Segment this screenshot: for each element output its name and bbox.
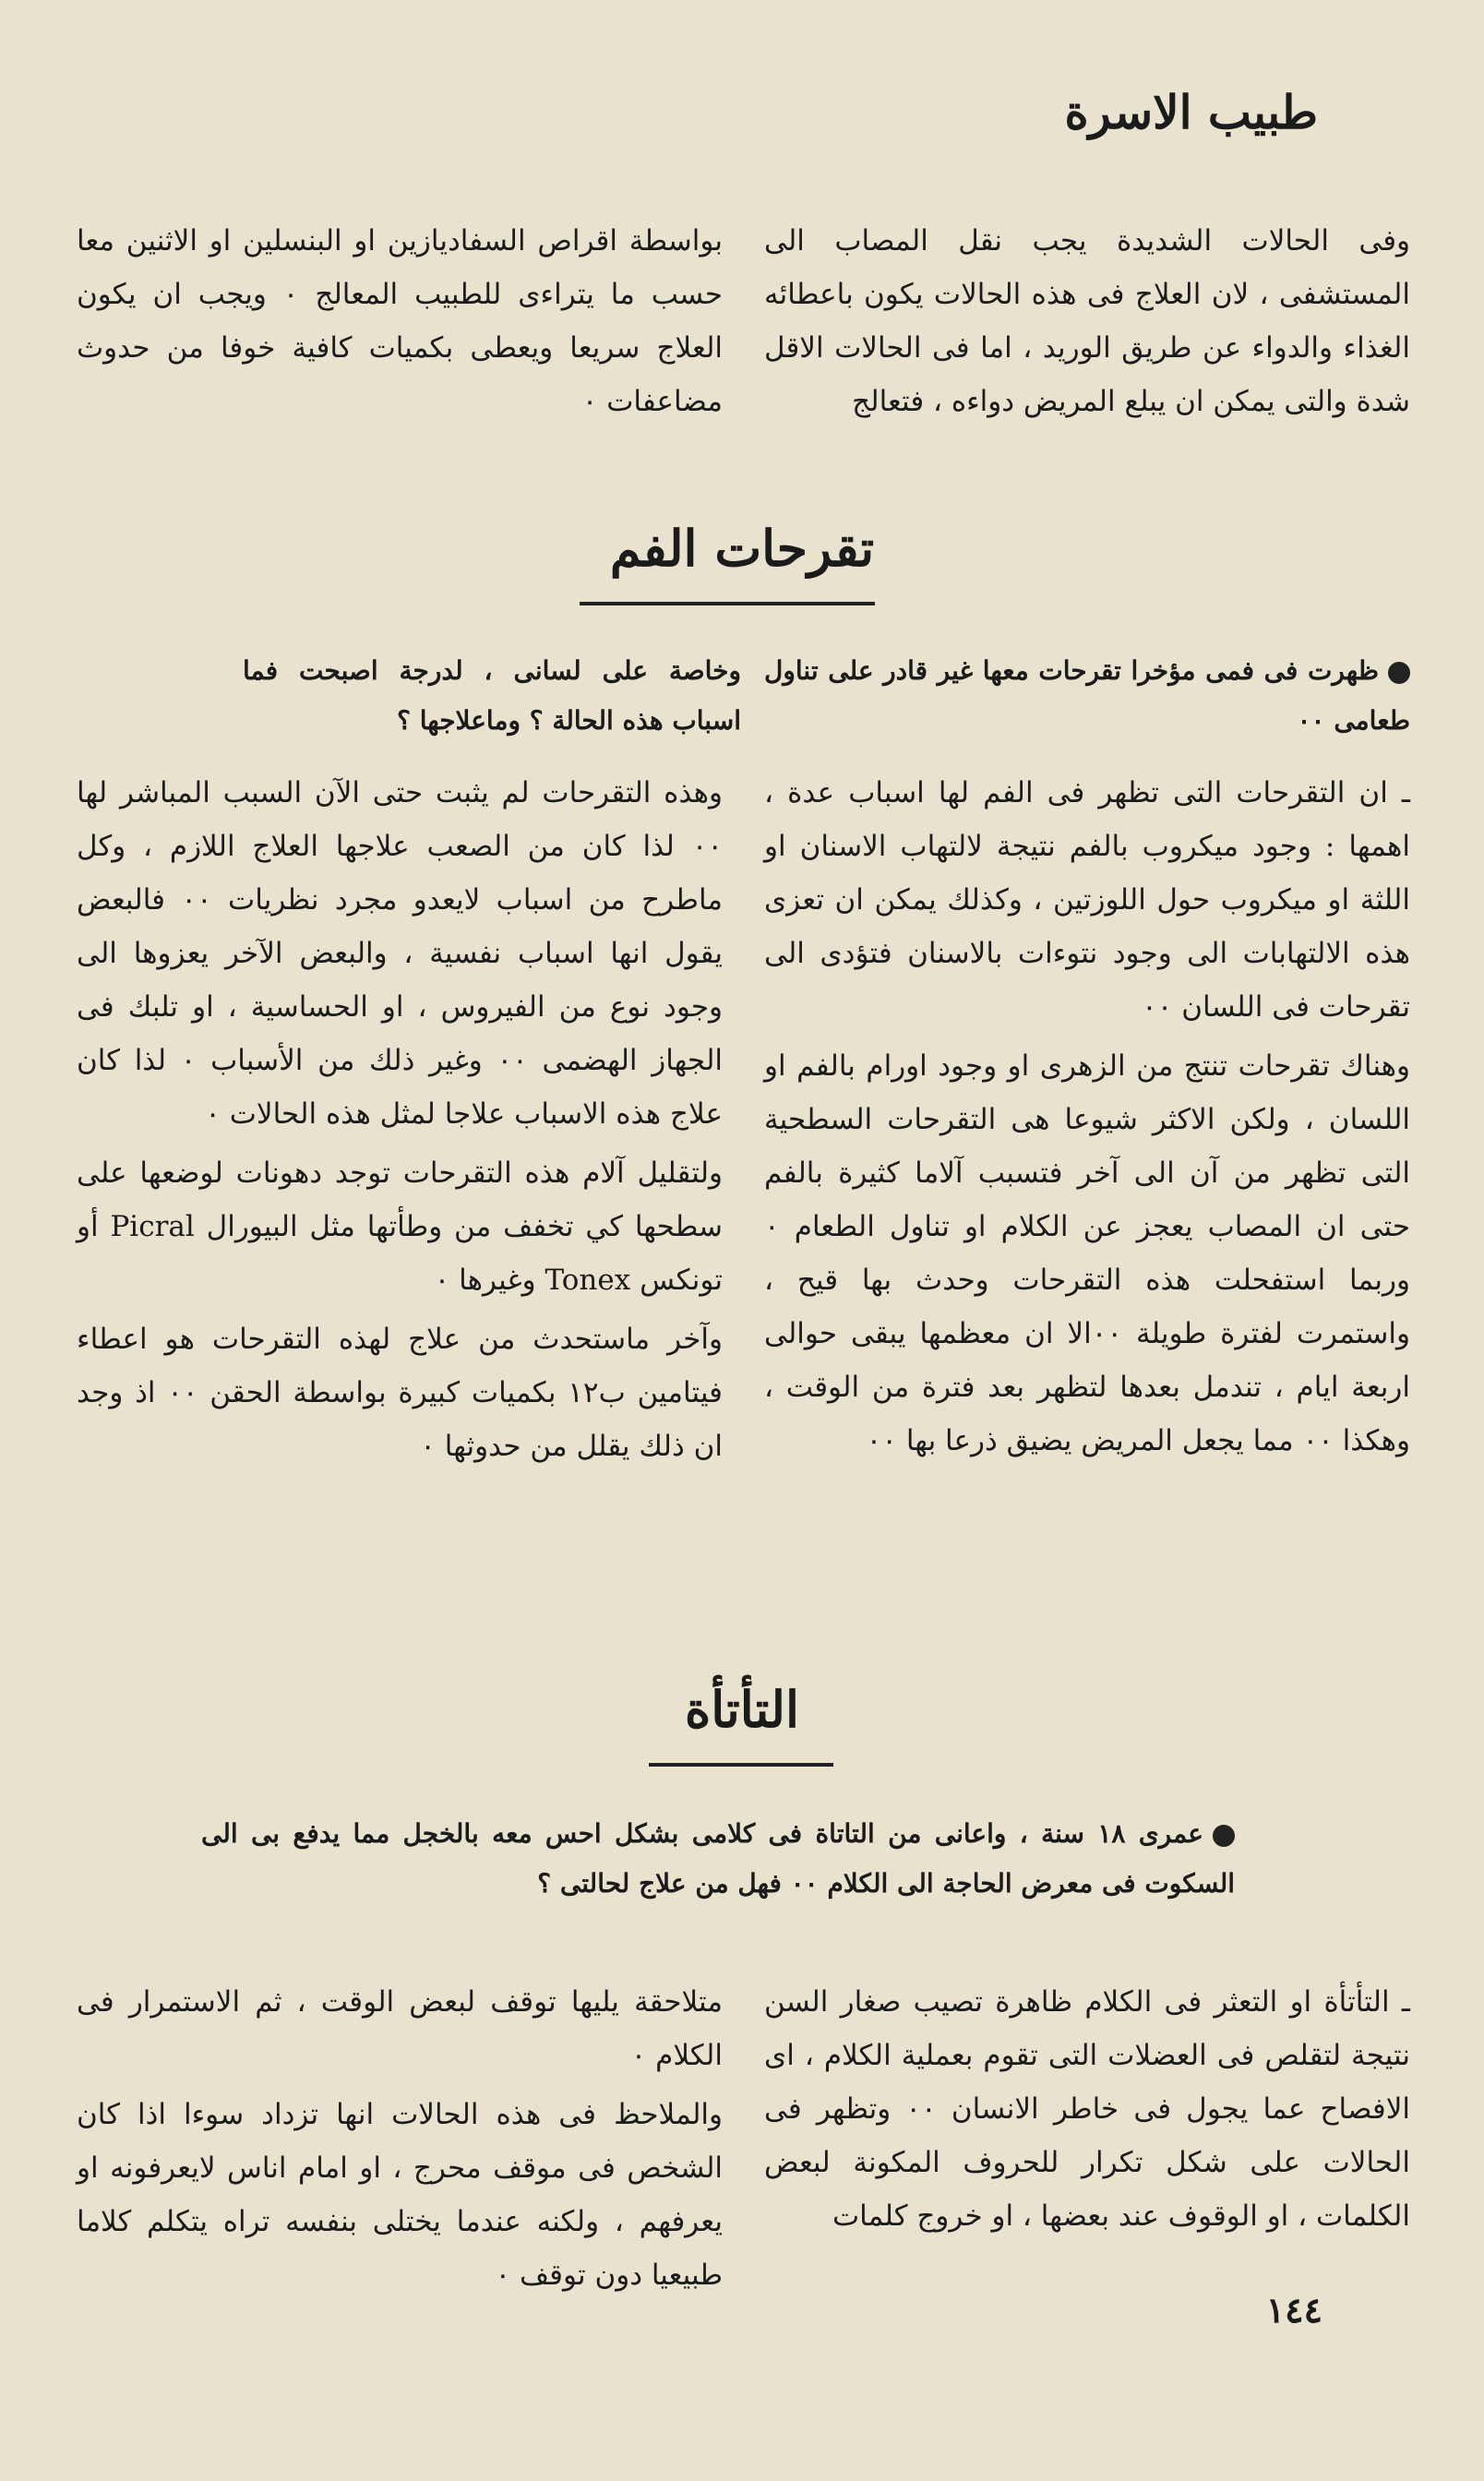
bullet-icon bbox=[1213, 1825, 1235, 1847]
stutter-left-paragraph-1: متلاحقة يليها توقف لبعض الوقت ، ثم الاستمرار فى الكلام ٠ bbox=[77, 1985, 723, 2072]
mouth-question-left bbox=[243, 646, 741, 746]
mouth-left-paragraph-3: وآخر ماستحدث من علاج لهذه التقرحات هو اعطاء فيتامين ب١٢ بكميات كبيرة بواسطة الحقن ٠٠ اذ وجد ان ذلك يقلل من حدوثها ٠ bbox=[77, 1323, 723, 1463]
intro-left-paragraph: بواسطة اقراص السفاديازين او البنسلين او الاثنين معا حسب ما يتراءى للطبيب المعالج ٠ ويجب ان يكون العلاج سريعا ويعطى بكميات كافية خوفا من حدوث مضاعفات ٠ bbox=[77, 224, 723, 418]
mouth-right-paragraph-2: وهناك تقرحات تنتج من الزهرى او وجود اورام بالفم او اللسان ، ولكن الاكثر شيوعا هى التقرحات السطحية التى تظهر من آن الى آخر فتسبب آلاما كثيرة بالفم حتى ان المصاب يعجز عن الكلام او تناول الطعام ٠ وربما استفحلت هذه التقرحات وحدث بها قيح ، واستمرت لفترة طويلة ٠٠الا ان معظمها يبقى حوالى اربعة ايام ، تندمل بعدها لتظهر بعد فترة من الوقت ، وهكذا ٠٠ مما يجعل المريض يضيق ذرعا بها ٠٠ bbox=[764, 1049, 1410, 1457]
mouth-left-paragraph-1: وهذه التقرحات لم يثبت حتى الآن السبب المباشر لها ٠٠ لذا كان من الصعب علاجها العلاج اللازم ، وكل ماطرح من اسباب لايعدو مجرد نظريات ٠٠ فالبعض يقول انها اسباب نفسية ، والبعض الآخر يعزوها الى وجود نوع من الفيروس ، او الحساسية ، او تلبك فى الجهاز الهضمى ٠٠ وغير ذلك من الأسباب ٠ لذا كان علاج هذه الاسباب علاجا لمثل هذه الحالات ٠ bbox=[77, 776, 723, 1131]
section-header-title: طبيب الاسرة bbox=[1064, 85, 1318, 139]
mouth-section-title: تقرحات الفم bbox=[609, 519, 875, 578]
stutter-title-underline bbox=[649, 1763, 833, 1767]
intro-right-column bbox=[764, 214, 1410, 434]
mouth-right-column bbox=[764, 766, 1410, 1473]
stutter-section-title: التأتأة bbox=[685, 1680, 799, 1739]
stutter-question-text: عمرى ١٨ سنة ، واعانى من التاتاة فى كلامى بشكل احس معه بالخجل مما يدفع بى الى السكوت فى معرض الحاجة الى الكلام ٠٠ فهل من علاج لحالتى ؟ bbox=[201, 1818, 1235, 1899]
mouth-question-right bbox=[764, 646, 1410, 746]
mouth-left-column bbox=[77, 766, 723, 1479]
bullet-icon bbox=[1388, 662, 1410, 684]
mouth-question-left-text: وخاصة على لسانى ، لدرجة اصبحت فما اسباب هذه الحالة ؟ وماعلاجها ؟ bbox=[243, 655, 741, 736]
stutter-right-paragraph: ـ التأتأة او التعثر فى الكلام ظاهرة تصيب صغار السن نتيجة لتقلص فى العضلات التى تقوم بعملية الكلام ، اى الافصاح عما يجول فى خاطر الانسان ٠٠ وتظهر فى الحالات على شكل تكرار للحروف المكونة لبعض الكلمات ، او الوقوف عند بعضها ، او خروج كلمات bbox=[764, 1985, 1410, 2233]
mouth-left-paragraph-2: ولتقليل آلام هذه التقرحات توجد دهونات لوضعها على سطحها كي تخفف من وطأتها مثل البيورال Picral أو تونكس Tonex وغيرها ٠ bbox=[77, 1157, 723, 1297]
stutter-right-column bbox=[764, 1975, 1410, 2248]
mouth-title-underline bbox=[580, 602, 875, 605]
stutter-question bbox=[201, 1809, 1235, 1909]
mouth-question-right-text: ظهرت فى فمى مؤخرا تقرحات معها غير قادر على تناول طعامى ٠٠ bbox=[764, 655, 1410, 736]
intro-right-paragraph: وفى الحالات الشديدة يجب نقل المصاب الى المستشفى ، لان العلاج فى هذه الحالات يكون باعطائه الغذاء والدواء عن طريق الوريد ، اما فى الحالات الاقل شدة والتى يمكن ان يبلع المريض دواءه ، فتعالج bbox=[764, 224, 1410, 418]
mouth-right-paragraph-1: ـ ان التقرحات التى تظهر فى الفم لها اسباب عدة ، اهمها : وجود ميكروب بالفم نتيجة لالتهاب الاسنان او اللثة او ميكروب حول اللوزتين ، وكذلك يمكن ان تعزى هذه الالتهابات الى وجود نتوءات بالاسنان فتؤدى الى تقرحات فى اللسان ٠٠ bbox=[764, 776, 1410, 1024]
stutter-left-paragraph-2: والملاحظ فى هذه الحالات انها تزداد سوءا اذا كان الشخص فى موقف محرج ، او امام اناس لايعرفونه او يعرفهم ، ولكنه عندما يختلى بنفسه تراه يتكلم كلاما طبيعيا دون توقف ٠ bbox=[77, 2098, 723, 2292]
page-number: ١٤٤ bbox=[1265, 2289, 1322, 2331]
stutter-left-column bbox=[77, 1975, 723, 2307]
intro-left-column bbox=[77, 214, 723, 434]
